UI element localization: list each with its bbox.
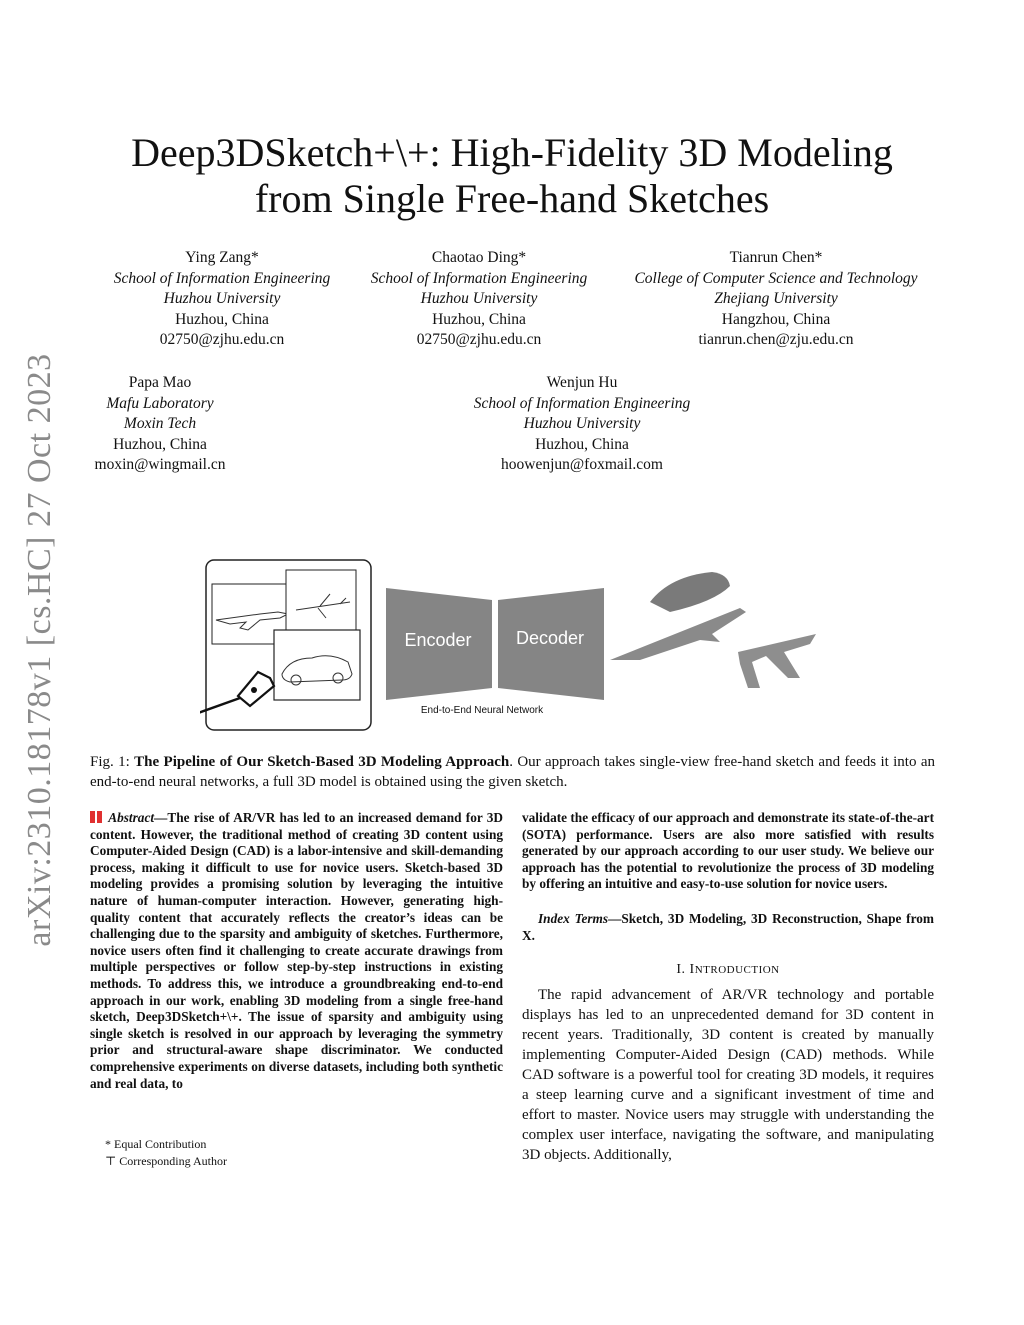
author-affiliation: School of Information Engineering <box>113 269 331 287</box>
caption-text: . Our approach takes single-view free-hand sketch and feeds it into an end-to-end neural networks, a full 3D model is obtained using the given sketch. <box>90 754 936 790</box>
car-3d-model <box>650 572 730 612</box>
abstract-text: The rise of AR/VR has led to an increased demand for 3D content. However, the traditional method of creating 3D content using Computer-Aided Design (CAD) is a labor-intensive and skill-demanding process, making it difficult to use for novice users. Sketch-based 3D modeling provides a promising solution by leveraging the intuitive nature of human-computer interaction. However, generating high-quality content that accurately reflects the creator’s ideas can be challenging due to the sparsity and ambiguity of sketches. Furthermore, novice users often find it challenging to create accurate drawings from multiple perspectives or follow step-by-step instructions in existing methods. To address this, we introduce a groundbreaking end-to-end approach in our work, enabling 3D modeling from a single free-hand sketch, Deep3DSketch+\+. The issue of sparsity and ambiguity using single sketch is resolved in our approach by leveraging the symmetry prior and structural-aware shape discriminator. We conducted comprehensive experiments on diverse datasets, including both synthetic and real data, to <box>90 810 503 1091</box>
title-line-1: Deep3DSketch+\+: High-Fidelity 3D Modeling <box>131 130 893 175</box>
author-name: Wenjun Hu <box>546 374 618 391</box>
arxiv-identifier: arXiv:2310.18178v1 [cs.HC] 27 Oct 2023 <box>21 353 58 947</box>
author-email: 02750@zjhu.edu.cn <box>159 331 285 349</box>
author-city: Huzhou, China <box>113 435 207 453</box>
author-name: Chaotao Ding* <box>431 249 527 266</box>
index-terms <box>522 911 934 944</box>
author-email: tianrun.chen@zju.edu.cn <box>698 331 854 349</box>
section-heading <box>522 962 934 978</box>
index-terms-text: —Sketch, 3D Modeling, 3D Reconstruction, Shape from X. <box>522 911 934 943</box>
sketch-card-car <box>274 630 360 700</box>
index-terms-label: Index Terms <box>538 911 609 926</box>
footnote-corresponding: ⊤ Corresponding Author <box>105 1153 227 1168</box>
author-block-5 <box>452 373 712 476</box>
figure-caption <box>90 752 935 792</box>
author-city: Huzhou, China <box>535 435 629 453</box>
author-block-1 <box>92 248 352 351</box>
section-title-initial: I <box>689 962 695 977</box>
author-email: hoowenjun@foxmail.com <box>501 456 663 474</box>
author-city: Hangzhou, China <box>721 310 831 328</box>
decoder-label: Decoder <box>515 628 585 648</box>
author-block-3 <box>606 248 946 351</box>
author-affiliation: School of Information Engineering <box>473 394 691 412</box>
author-city: Huzhou, China <box>175 310 269 328</box>
footnote-equal: * Equal Contribution <box>105 1137 207 1151</box>
author-block-2 <box>349 248 609 351</box>
section-number: I. <box>676 962 690 977</box>
network-label: End-to-End Neural Network <box>420 705 544 716</box>
introduction-text: The rapid advancement of AR/VR technology and portable displays has led to an unprecedented demand for 3D content in recent years. Traditionally, 3D content is created by manually implementing Computer-Aided Design (CAD) methods. While CAD software is a powerful tool for creating 3D models, it requires a steep learning curve and a significant investment of time and effort to master. Novice users may struggle with understanding the complex user interface, navigating the software, and manipulating 3D objects. Additionally, <box>522 987 934 1163</box>
abstract-dash: — <box>154 810 168 825</box>
author-institution: Huzhou University <box>420 290 538 308</box>
author-name: Ying Zang* <box>185 249 259 266</box>
caption-title: The Pipeline of Our Sketch-Based 3D Modeling Approach <box>134 754 510 770</box>
author-institution: Huzhou University <box>163 290 281 308</box>
author-name: Papa Mao <box>128 374 192 391</box>
abstract-right-column: validate the efficacy of our approach and demonstrate its state-of-the-art (SOTA) performance. Users are also more satisfied with results generated by our approach according to our user study. We believe our approach has the potential to revolutionize the process of 3D modeling by offering an intuitive and easy-to-use solution for novice users. <box>522 810 935 892</box>
encoder-label: Encoder <box>404 630 472 650</box>
author-affiliation: School of Information Engineering <box>370 269 588 287</box>
footnotes <box>105 1136 227 1169</box>
plane-3d-model <box>738 634 816 688</box>
paper-title <box>90 130 934 222</box>
title-line-2: from Single Free-hand Sketches <box>254 176 770 221</box>
author-block-4 <box>30 373 290 476</box>
author-email: 02750@zjhu.edu.cn <box>416 331 542 349</box>
marker-icon <box>90 811 95 823</box>
author-institution: Huzhou University <box>523 415 641 433</box>
marker-icon <box>97 811 102 823</box>
abstract-left-column <box>90 810 503 1092</box>
author-name: Tianrun Chen* <box>729 249 823 266</box>
abstract-label: Abstract <box>108 810 155 825</box>
author-affiliation: Mafu Laboratory <box>106 394 214 412</box>
author-institution: Moxin Tech <box>123 415 197 433</box>
author-institution: Zhejiang University <box>714 290 838 308</box>
author-affiliation: College of Computer Science and Technology <box>634 269 918 287</box>
author-city: Huzhou, China <box>432 310 526 328</box>
section-title-rest: NTRODUCTION <box>694 964 780 976</box>
rifle-3d-model <box>610 608 746 660</box>
sketch-card-plane <box>286 570 356 632</box>
author-email: moxin@wingmail.cn <box>94 456 226 474</box>
pipeline-figure <box>200 548 820 748</box>
caption-prefix: Fig. 1: <box>90 754 135 770</box>
